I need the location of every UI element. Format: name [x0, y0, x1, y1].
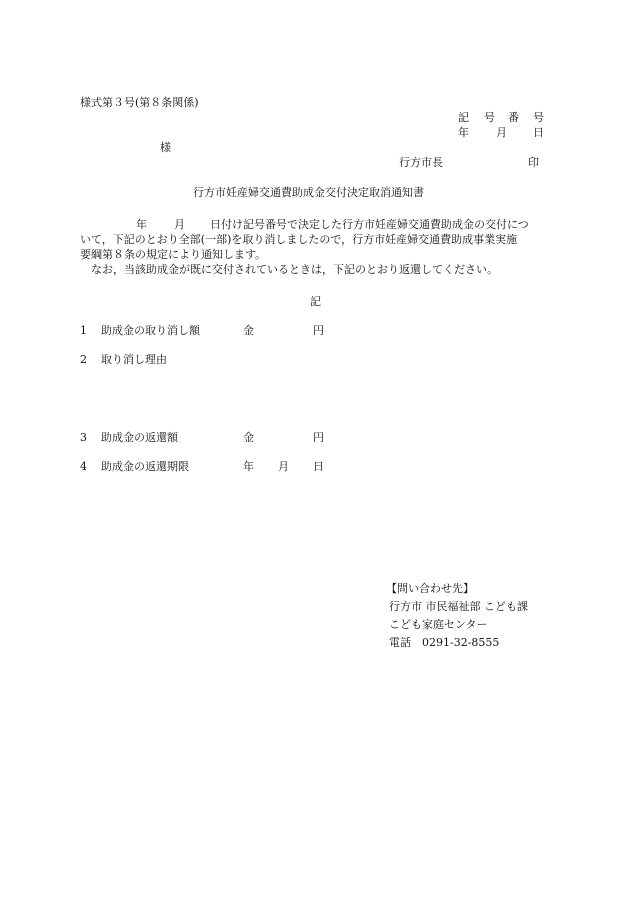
- item-3-yen: 円: [313, 431, 324, 444]
- contact-center: こども家庭センター: [389, 618, 488, 631]
- body-month: 月: [174, 218, 185, 231]
- record-number-go2: 号: [533, 111, 544, 124]
- addressee-honorific: 様: [160, 141, 171, 154]
- date-day: 日: [533, 126, 544, 139]
- record-number-go: 号: [484, 111, 495, 124]
- item-4-year: 年: [243, 460, 254, 473]
- item-4-day: 日: [313, 460, 324, 473]
- item-3-number: 3: [80, 431, 87, 444]
- item-4-label: 助成金の返還期限: [101, 460, 189, 473]
- body-line1: 日付け記号番号で決定した行方市妊産婦交通費助成金の交付につ: [210, 218, 529, 231]
- seal-mark: 印: [528, 156, 539, 169]
- item-2-number: 2: [80, 353, 87, 366]
- item-1-yen: 円: [313, 324, 324, 337]
- form-header: 様式第３号(第８条関係): [80, 96, 199, 109]
- body-line2: いて，下記のとおり全部(一部)を取り消しましたので，行方市妊産婦交通費助成事業実施: [80, 233, 518, 246]
- item-4-number: 4: [80, 460, 87, 473]
- item-1-kin: 金: [243, 324, 254, 337]
- item-3-kin: 金: [243, 431, 254, 444]
- body-line3: 要綱第８条の規定により通知します。: [80, 248, 267, 261]
- document-title: 行方市妊産婦交通費助成金交付決定取消通知書: [193, 186, 424, 199]
- item-4-month: 月: [278, 460, 289, 473]
- item-1-label: 助成金の取り消し額: [101, 324, 200, 337]
- contact-phone: 電話 0291-32-8555: [389, 636, 500, 649]
- date-year: 年: [458, 126, 469, 139]
- record-number-ban: 番: [508, 111, 519, 124]
- issuer-title: 行方市長: [399, 156, 443, 169]
- contact-heading: 【問い合わせ先】: [386, 582, 474, 595]
- body-year: 年: [136, 218, 147, 231]
- ki-heading: 記: [310, 295, 321, 308]
- item-2-label: 取り消し理由: [101, 353, 167, 366]
- body-para2: なお，当該助成金が既に交付されているときは，下記のとおり返還してください。: [91, 263, 498, 276]
- item-3-label: 助成金の返還額: [101, 431, 178, 444]
- contact-department: 行方市 市民福祉部 こども課: [389, 600, 528, 613]
- item-1-number: 1: [80, 324, 87, 337]
- record-number-ki: 記: [458, 111, 469, 124]
- date-month: 月: [496, 126, 507, 139]
